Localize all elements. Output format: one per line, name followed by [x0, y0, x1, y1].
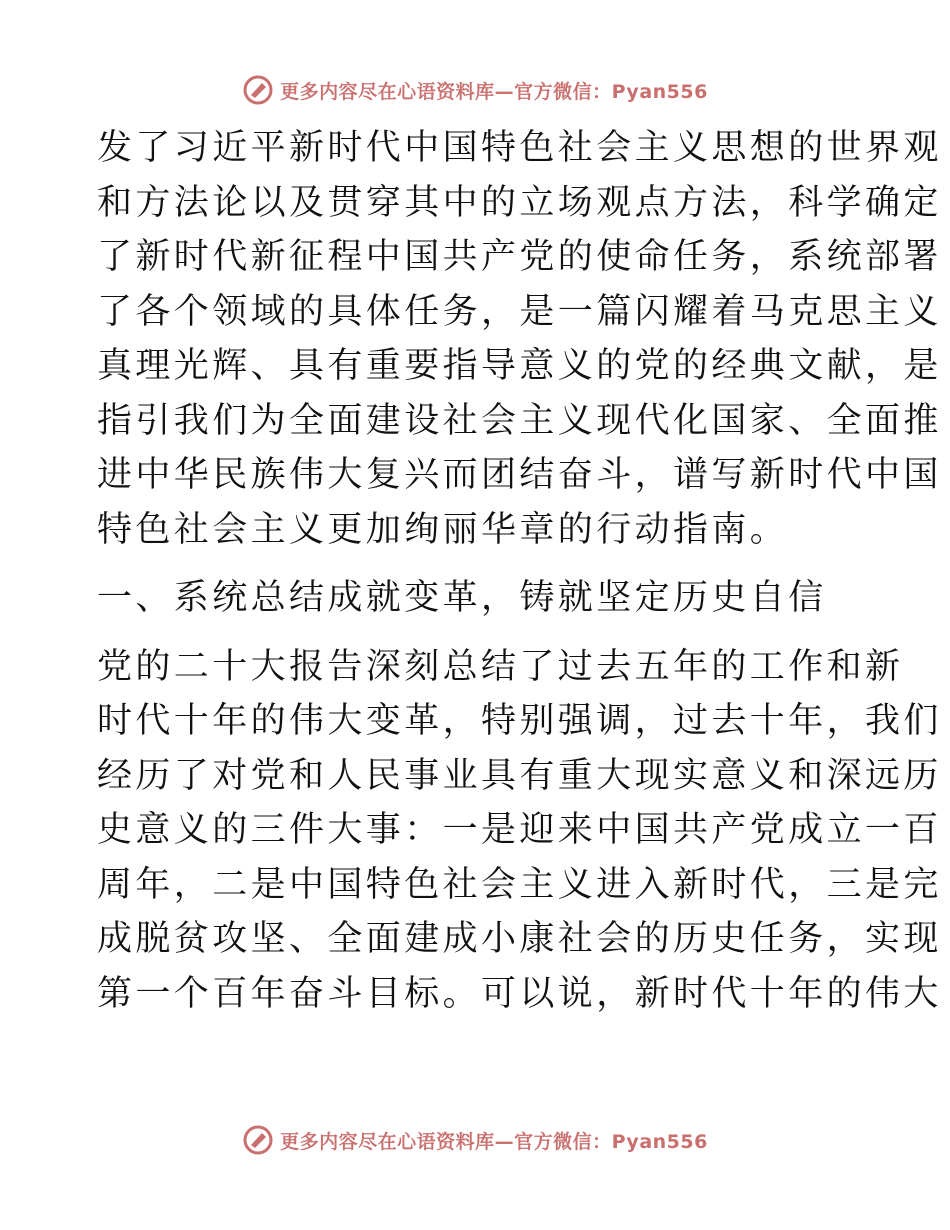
document-body: [97, 121, 942, 1021]
paragraph-line: 指引我们为全面建设社会主义现代化国家、全面推: [97, 400, 942, 441]
paragraph-line: 发了习近平新时代中国特色社会主义思想的世界观: [97, 128, 942, 168]
paragraph-line: 第一个百年奋斗目标。可以说，新时代十年的伟大: [97, 973, 942, 1014]
paragraph-line: 成脱贫攻坚、全面建成小康社会的历史任务，实现: [97, 919, 942, 959]
paragraph-gap: [97, 557, 857, 571]
brand-logo-icon: [242, 1124, 274, 1156]
paragraph-line: 特色社会主义更加绚丽华章的行动指南。: [97, 509, 789, 550]
paragraph-line: 了各个领域的具体任务，是一篇闪耀着马克思主义: [97, 291, 942, 332]
paragraph-line: 时代十年的伟大变革，特别强调，过去十年，我们: [97, 701, 942, 741]
footer-banner-text: 更多内容尽在心语资料库—官方微信：Pyan556: [280, 1130, 708, 1153]
brand-logo-icon: [242, 74, 274, 106]
paragraph-line: 史意义的三件大事：一是迎来中国共产党成立一百: [97, 810, 942, 850]
paragraph-line: 经历了对党和人民事业具有重大现实意义和深远历: [97, 755, 942, 796]
section-heading: 一、系统总结成就变革，铸就坚定历史自信: [97, 578, 827, 618]
paragraph-line: 周年，二是中国特色社会主义进入新时代，三是完: [97, 864, 942, 905]
paragraph-gap: [97, 626, 857, 640]
header-banner: [0, 70, 950, 110]
paragraph-line: 和方法论以及贯穿其中的立场观点方法，科学确定: [97, 182, 942, 223]
paragraph-line: 党的二十大报告深刻总结了过去五年的工作和新: [97, 646, 904, 687]
paragraph-line: 进中华民族伟大复兴而团结奋斗，谱写新时代中国: [97, 455, 942, 495]
paragraph-line: 真理光辉、具有重要指导意义的党的经典文献，是: [97, 346, 942, 386]
paragraph-line: 了新时代新征程中国共产党的使命任务，系统部署: [97, 237, 942, 277]
footer-banner: [0, 1120, 950, 1160]
header-banner-text: 更多内容尽在心语资料库—官方微信：Pyan556: [280, 80, 708, 103]
